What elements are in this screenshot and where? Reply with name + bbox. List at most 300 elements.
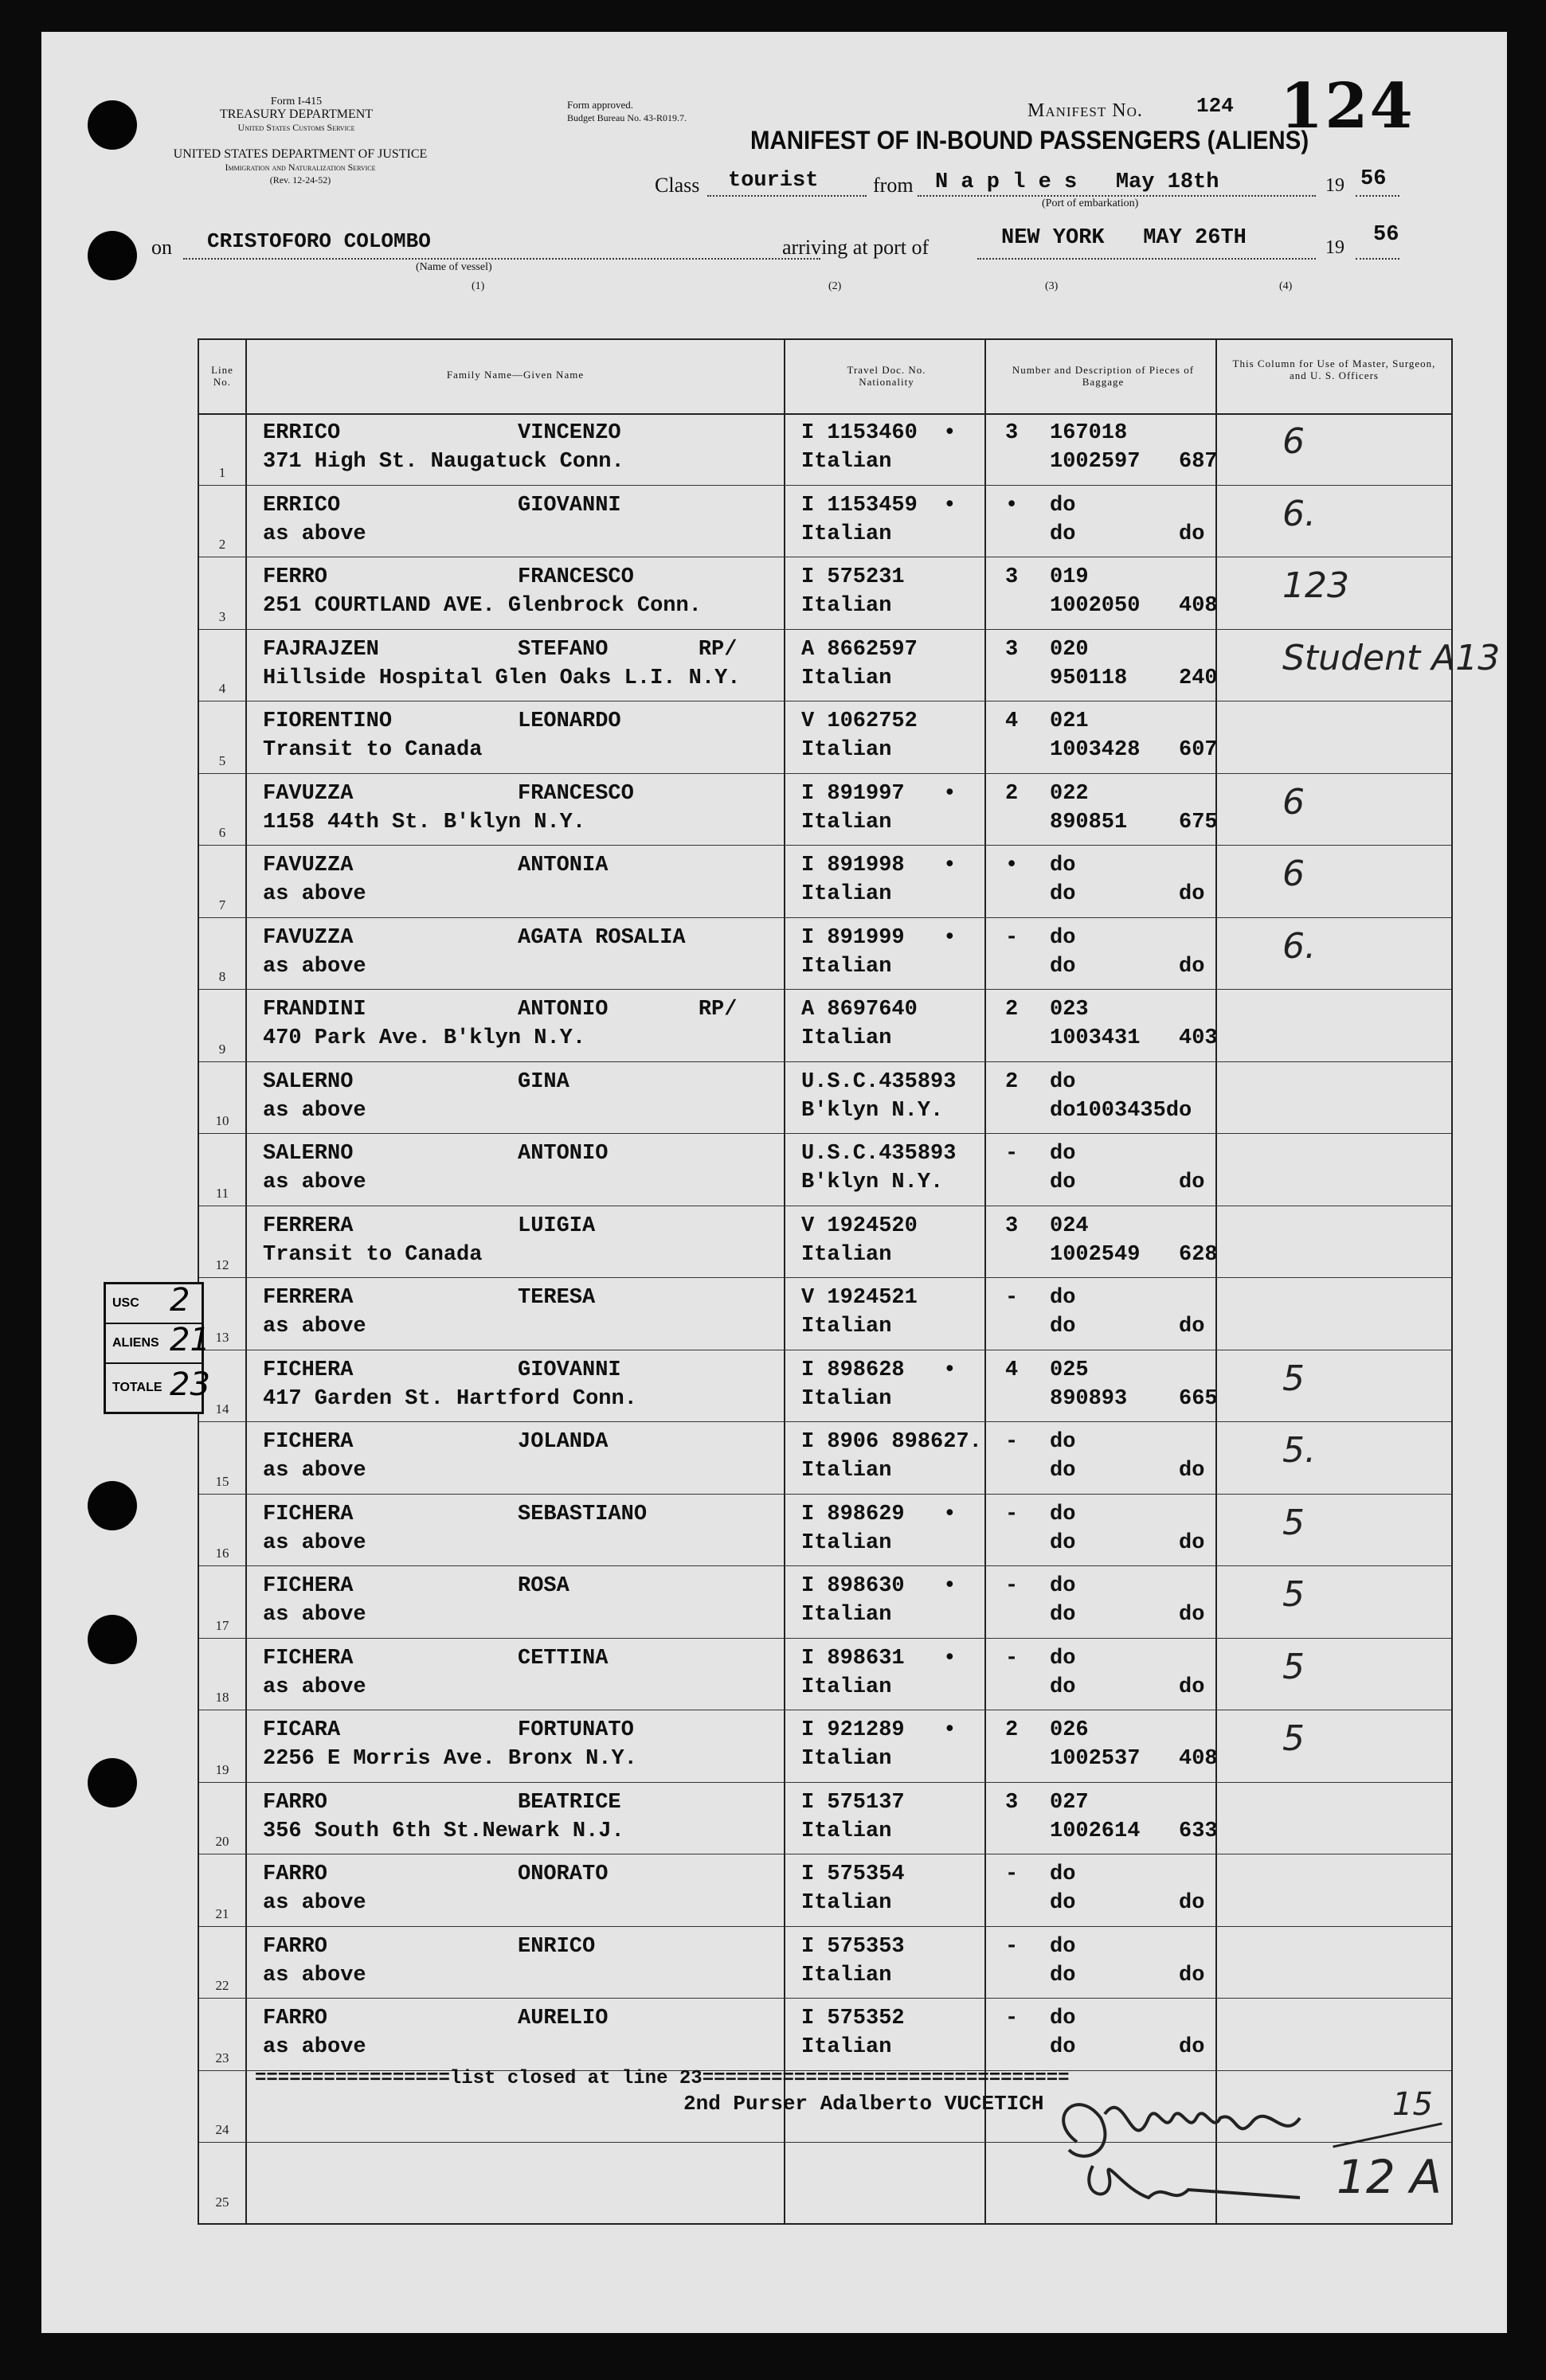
baggage-tag: do <box>1050 925 1076 950</box>
justice-dept: UNITED STATES DEPARTMENT OF JUSTICE <box>173 147 428 161</box>
address: 251 COURTLAND AVE. Glenbrock Conn. <box>263 594 702 618</box>
table-row <box>199 1350 1451 1423</box>
officer-mark: 6 <box>1282 421 1305 462</box>
given-name: FRANCESCO <box>518 781 634 806</box>
tally-aliens-label: ALIENS <box>112 1336 159 1350</box>
baggage-numbers: do do <box>1050 1530 1205 1555</box>
travel-doc-no: V 1062752 <box>801 709 918 733</box>
baggage-tag: do <box>1050 854 1076 877</box>
travel-doc-no: I 1153459 • <box>801 493 957 518</box>
family-name: FICHERA <box>263 1430 354 1454</box>
embarkation-label: (Port of embarkation) <box>1042 197 1139 209</box>
col-num-4: (4) <box>1279 280 1293 292</box>
tally-total-label: TOTALE <box>112 1381 162 1394</box>
baggage-pieces: 4 <box>1005 1358 1019 1382</box>
manifest-sheet <box>41 32 1507 2333</box>
travel-doc-no: I 575231 <box>801 565 905 589</box>
tally-total-value: 23 <box>170 1366 210 1403</box>
family-name: FAVUZZA <box>263 925 354 950</box>
manifest-title: MANIFEST OF IN-BOUND PASSENGERS (ALIENS) <box>750 126 1309 154</box>
table-row <box>199 1134 1451 1206</box>
line-number: 18 <box>215 1690 229 1705</box>
nationality: Italian <box>801 1747 892 1771</box>
nationality: Italian <box>801 1530 892 1555</box>
officer-mark: 5 <box>1282 1358 1305 1399</box>
travel-doc-no: I 898628 • <box>801 1358 957 1382</box>
baggage-pieces: 2 <box>1005 1718 1019 1742</box>
given-name: JOLANDA <box>518 1430 609 1454</box>
nationality: Italian <box>801 666 892 690</box>
nationality: Italian <box>801 1386 892 1411</box>
family-name: FARRO <box>263 1934 328 1959</box>
officer-mark: 6 <box>1282 854 1305 894</box>
address: 2256 E Morris Ave. Bronx N.Y. <box>263 1747 637 1771</box>
travel-doc-no: U.S.C.435893 <box>801 1142 957 1166</box>
header-name: Family Name—Given Name <box>446 369 585 381</box>
baggage-numbers: 1002537 408 <box>1050 1747 1218 1771</box>
given-name: FRANCESCO <box>518 565 634 589</box>
address: as above <box>263 1098 366 1123</box>
form-revision: (Rev. 12-24-52) <box>269 174 331 186</box>
nationality: Italian <box>801 1242 892 1267</box>
line-number: 12 <box>215 1257 229 1272</box>
table-row <box>199 630 1501 702</box>
travel-doc-no: V 1924520 <box>801 1213 918 1238</box>
address: as above <box>263 1675 366 1699</box>
line-number: 11 <box>215 1185 229 1201</box>
officer-mark: 5 <box>1282 1502 1305 1543</box>
baggage-numbers: 1002549 628 <box>1050 1242 1218 1267</box>
treasury-dept: TREASURY DEPARTMENT <box>219 107 374 121</box>
family-name: FRANDINI <box>263 998 366 1022</box>
officer-mark: 5. <box>1282 1430 1316 1471</box>
family-name: FICARA <box>263 1718 341 1742</box>
travel-doc-no: I 898629 • <box>801 1502 957 1526</box>
binder-hole <box>88 1758 137 1807</box>
family-name: FICHERA <box>263 1574 354 1598</box>
baggage-numbers: do do <box>1050 2035 1205 2059</box>
header-travel-doc: Travel Doc. No. Nationality <box>847 364 926 388</box>
nationality: Italian <box>801 522 892 546</box>
arriving-label: arriving at port of <box>782 236 930 259</box>
baggage-tag: 167018 <box>1050 421 1128 445</box>
baggage-pieces: 2 <box>1005 1069 1019 1094</box>
baggage-pieces: • <box>1005 493 1019 518</box>
margin-fraction-top: 15 <box>1392 2086 1433 2123</box>
baggage-pieces: - <box>1005 1502 1019 1526</box>
address: as above <box>263 1170 366 1194</box>
family-name: FICHERA <box>263 1358 354 1382</box>
baggage-pieces: - <box>1005 1286 1019 1310</box>
travel-doc-no: I 575137 <box>801 1790 905 1815</box>
travel-doc-no: I 891997 • <box>801 781 957 806</box>
family-name: FERRO <box>263 565 328 589</box>
year2-underline <box>1356 258 1399 260</box>
binder-hole <box>88 1481 137 1530</box>
officer-mark: 5 <box>1282 1646 1305 1687</box>
line-number: 9 <box>218 1041 226 1057</box>
baggage-pieces: - <box>1005 1646 1019 1671</box>
baggage-tag: do <box>1050 1142 1076 1166</box>
address: as above <box>263 1603 366 1627</box>
baggage-numbers: do do <box>1050 954 1205 979</box>
binder-hole <box>88 231 137 280</box>
baggage-numbers: 1002050 408 <box>1050 594 1218 618</box>
address: 1158 44th St. B'klyn N.Y. <box>263 810 586 834</box>
table-row <box>199 1854 1451 1927</box>
line-number: 25 <box>215 2194 229 2210</box>
table-row <box>199 1062 1451 1135</box>
given-name: GIOVANNI <box>518 493 621 518</box>
tally-aliens-value: 21 <box>170 1322 210 1358</box>
from-underline <box>918 195 1316 197</box>
baggage-numbers: do do <box>1050 1963 1205 1987</box>
given-name: AGATA ROSALIA <box>518 925 686 950</box>
given-name: FORTUNATO <box>518 1718 634 1742</box>
list-closed-line: =================list closed at line 23================================ <box>255 2068 1070 2089</box>
baggage-tag: do <box>1050 1934 1076 1959</box>
baggage-pieces: - <box>1005 1574 1019 1598</box>
baggage-pieces: 3 <box>1005 1213 1019 1238</box>
class-value: tourist <box>728 169 819 193</box>
table-row <box>199 774 1451 846</box>
baggage-tag: do <box>1050 1069 1076 1094</box>
baggage-numbers: 1002597 687 <box>1050 450 1218 474</box>
table-row <box>199 1422 1451 1495</box>
table-row <box>199 1710 1451 1783</box>
vessel-name: CRISTOFORO COLOMBO <box>207 229 431 253</box>
travel-doc-no: I 575354 <box>801 1862 905 1886</box>
address: as above <box>263 1891 366 1915</box>
travel-doc-no: I 891998 • <box>801 854 957 877</box>
baggage-numbers: do1003435do <box>1050 1098 1192 1123</box>
given-name: CETTINA <box>518 1646 609 1671</box>
table-row <box>199 1495 1451 1567</box>
family-name: FIORENTINO <box>263 709 393 733</box>
table-row <box>199 846 1451 918</box>
officer-mark: 6 <box>1282 781 1305 823</box>
address: 417 Garden St. Hartford Conn. <box>263 1386 637 1411</box>
travel-doc-no: I 898631 • <box>801 1646 957 1671</box>
table-row <box>199 1206 1451 1279</box>
line-number: 7 <box>218 897 226 913</box>
header-baggage: Number and Description of Pieces of Baggage <box>1012 364 1195 388</box>
baggage-tag: do <box>1050 493 1076 518</box>
line-number: 2 <box>218 537 226 552</box>
handwritten-signature <box>1029 2070 1364 2237</box>
baggage-tag: do <box>1050 1862 1076 1886</box>
nationality: Italian <box>801 1891 892 1915</box>
family-name: FICHERA <box>263 1646 354 1671</box>
officer-mark: 123 <box>1282 565 1349 606</box>
travel-doc-no: I 898630 • <box>801 1574 957 1598</box>
travel-doc-no: I 921289 • <box>801 1718 957 1742</box>
travel-doc-no: I 891999 • <box>801 925 957 950</box>
travel-doc-no: U.S.C.435893 <box>801 1069 957 1094</box>
line-number: 14 <box>215 1401 229 1417</box>
line-number: 24 <box>215 2122 229 2137</box>
tally-total <box>106 1364 210 1412</box>
arriving-underline <box>977 258 1316 260</box>
baggage-pieces: 4 <box>1005 709 1019 733</box>
tally-usc-label: USC <box>112 1296 139 1310</box>
year-value: 56 <box>1360 167 1387 191</box>
manifest-no-value: 124 <box>1196 94 1234 118</box>
table-row <box>199 990 1451 1062</box>
year-underline <box>1356 195 1399 197</box>
arriving-value: NEW YORK MAY 26TH <box>1001 226 1247 250</box>
line-number: 3 <box>218 608 226 624</box>
baggage-numbers: do do <box>1050 1170 1205 1194</box>
address: as above <box>263 2035 366 2059</box>
address: as above <box>263 954 366 979</box>
col-num-3: (3) <box>1045 280 1059 292</box>
baggage-tag: 024 <box>1050 1213 1089 1238</box>
baggage-numbers: do do <box>1050 1315 1205 1339</box>
baggage-tag: 019 <box>1050 565 1089 589</box>
nationality: Italian <box>801 450 892 474</box>
year-prefix: 19 <box>1325 175 1344 196</box>
baggage-pieces: - <box>1005 1862 1019 1886</box>
tally-stamp <box>104 1282 210 1414</box>
baggage-numbers: do do <box>1050 522 1205 546</box>
tally-aliens <box>106 1322 210 1364</box>
address: Transit to Canada <box>263 1242 483 1267</box>
tally-usc-value: 2 <box>170 1282 190 1319</box>
budget-bureau: Budget Bureau No. 43-R019.7. <box>567 112 687 123</box>
baggage-numbers: 1002614 633 <box>1050 1819 1218 1843</box>
given-name: ENRICO <box>518 1934 596 1959</box>
address: 470 Park Ave. B'klyn N.Y. <box>263 1026 586 1050</box>
year2-value: 56 <box>1373 223 1399 247</box>
baggage-pieces: 2 <box>1005 781 1019 806</box>
address: 356 South 6th St.Newark N.J. <box>263 1819 624 1843</box>
officer-mark: 5 <box>1282 1718 1305 1759</box>
travel-doc-no: A 8662597 <box>801 637 918 662</box>
binder-hole <box>88 100 137 150</box>
given-name: SEBASTIANO <box>518 1502 648 1526</box>
line-number: 23 <box>215 2050 229 2065</box>
nationality: Italian <box>801 1459 892 1483</box>
baggage-pieces: 3 <box>1005 1790 1019 1815</box>
line-number: 4 <box>218 681 226 696</box>
given-name: STEFANO RP/ <box>518 637 738 662</box>
nationality: Italian <box>801 1026 892 1050</box>
officer-mark: 5 <box>1282 1574 1305 1615</box>
manifest-stamp-number: 124 <box>1280 70 1415 143</box>
ins-service: Immigration and Naturalization Service <box>225 162 376 173</box>
family-name: FAVUZZA <box>263 854 354 877</box>
margin-fraction-bottom: 12 A <box>1337 2150 1442 2204</box>
baggage-numbers: do do <box>1050 1891 1205 1915</box>
given-name: GIOVANNI <box>518 1358 621 1382</box>
baggage-pieces: - <box>1005 1934 1019 1959</box>
table-row <box>199 1783 1451 1855</box>
baggage-numbers: 890893 665 <box>1050 1386 1218 1411</box>
baggage-numbers: do do <box>1050 882 1205 906</box>
baggage-pieces: 3 <box>1005 565 1019 589</box>
nationality: Italian <box>801 882 892 906</box>
baggage-tag: do <box>1050 1574 1076 1598</box>
table-row <box>199 1927 1451 1999</box>
baggage-tag: 021 <box>1050 709 1089 733</box>
family-name: SALERNO <box>263 1069 354 1094</box>
given-name: GINA <box>518 1069 569 1094</box>
table-row <box>199 557 1451 630</box>
nationality: B'klyn N.Y. <box>801 1170 944 1194</box>
family-name: FAVUZZA <box>263 781 354 806</box>
travel-doc-no: I 575353 <box>801 1934 905 1959</box>
line-number: 5 <box>218 752 226 768</box>
vessel-caption: (Name of vessel) <box>416 261 492 273</box>
line-number: 21 <box>215 1905 229 1921</box>
baggage-numbers: do do <box>1050 1675 1205 1699</box>
address: Hillside Hospital Glen Oaks L.I. N.Y. <box>263 666 741 690</box>
nationality: B'klyn N.Y. <box>801 1098 944 1123</box>
line-number: 10 <box>215 1113 229 1128</box>
table-row <box>199 1278 1451 1350</box>
address: as above <box>263 522 366 546</box>
address: Transit to Canada <box>263 738 483 762</box>
family-name: FARRO <box>263 1790 328 1815</box>
officer-mark: 6. <box>1282 925 1316 967</box>
nationality: Italian <box>801 1963 892 1987</box>
baggage-tag: 027 <box>1050 1790 1089 1815</box>
travel-doc-no: V 1924521 <box>801 1286 918 1310</box>
baggage-numbers: 1003428 607 <box>1050 738 1218 762</box>
approval-block <box>567 99 806 124</box>
family-name: FARRO <box>263 2007 328 2030</box>
table-row <box>199 1566 1451 1639</box>
baggage-pieces: • <box>1005 854 1019 877</box>
baggage-pieces: 3 <box>1005 637 1019 662</box>
nationality: Italian <box>801 2035 892 2059</box>
family-name: FAJRAJZEN <box>263 637 379 662</box>
given-name: ANTONIO RP/ <box>518 998 738 1022</box>
address: as above <box>263 1459 366 1483</box>
table-row <box>199 486 1451 558</box>
manifest-table <box>198 338 1501 2225</box>
on-label: on <box>151 236 172 259</box>
nationality: Italian <box>801 594 892 618</box>
nationality: Italian <box>801 1315 892 1339</box>
given-name: ANTONIA <box>518 854 609 877</box>
col-num-1: (1) <box>472 280 485 292</box>
baggage-tag: do <box>1050 1646 1076 1671</box>
address: 371 High St. Naugatuck Conn. <box>263 450 624 474</box>
officer-mark: 6. <box>1282 493 1316 534</box>
baggage-pieces: - <box>1005 1430 1019 1454</box>
baggage-pieces: - <box>1005 2007 1019 2030</box>
header-line-no: Line No. <box>211 364 233 388</box>
table-row <box>199 413 1451 486</box>
baggage-tag: 022 <box>1050 781 1089 806</box>
baggage-numbers: do do <box>1050 1603 1205 1627</box>
baggage-tag: do <box>1050 1286 1076 1310</box>
family-name: ERRICO <box>263 493 341 518</box>
nationality: Italian <box>801 810 892 834</box>
travel-doc-no: I 1153460 • <box>801 421 957 445</box>
baggage-tag: 025 <box>1050 1358 1089 1382</box>
line-number: 8 <box>218 969 226 984</box>
address: as above <box>263 1315 366 1339</box>
line-number: 20 <box>215 1834 229 1849</box>
line-number: 22 <box>215 1978 229 1993</box>
nationality: Italian <box>801 954 892 979</box>
baggage-tag: do <box>1050 1430 1076 1454</box>
officer-mark: Student A13 <box>1282 637 1501 678</box>
travel-doc-no: I 575352 <box>801 2007 905 2030</box>
given-name: TERESA <box>518 1286 596 1310</box>
table-row <box>199 1639 1451 1711</box>
nationality: Italian <box>801 1603 892 1627</box>
from-label: from <box>873 174 914 197</box>
form-agency-block <box>145 96 448 134</box>
given-name: ROSA <box>518 1574 569 1598</box>
address: as above <box>263 1963 366 1987</box>
form-approved: Form approved. <box>567 99 634 111</box>
col-num-2: (2) <box>828 280 842 292</box>
baggage-pieces: 2 <box>1005 998 1019 1022</box>
travel-doc-no: A 8697640 <box>801 998 918 1022</box>
line-number: 16 <box>215 1546 229 1561</box>
travel-doc-no: I 8906 898627. <box>801 1430 982 1454</box>
family-name: SALERNO <box>263 1142 354 1166</box>
nationality: Italian <box>801 738 892 762</box>
nationality: Italian <box>801 1675 892 1699</box>
table-row <box>199 1999 1451 2071</box>
binder-hole <box>88 1615 137 1664</box>
line-number: 13 <box>215 1329 229 1345</box>
line-number: 19 <box>215 1761 229 1777</box>
address: as above <box>263 1530 366 1555</box>
year2-prefix: 19 <box>1325 237 1344 258</box>
form-number: Form I-415 <box>270 96 323 107</box>
family-name: ERRICO <box>263 421 341 445</box>
baggage-tag: do <box>1050 2007 1076 2030</box>
baggage-numbers: 1003431 403 <box>1050 1026 1218 1050</box>
baggage-pieces: - <box>1005 925 1019 950</box>
line-number: 15 <box>215 1473 229 1489</box>
header-officers: This Column for Use of Master, Surgeon, and U. S. Officers <box>1232 358 1436 381</box>
nationality: Italian <box>801 1819 892 1843</box>
family-name: FARRO <box>263 1862 328 1886</box>
justice-block <box>145 148 456 186</box>
line-number: 6 <box>218 825 226 840</box>
baggage-pieces: - <box>1005 1142 1019 1166</box>
baggage-tag: 026 <box>1050 1718 1089 1742</box>
given-name: BEATRICE <box>518 1790 621 1815</box>
family-name: FERRERA <box>263 1213 354 1238</box>
from-value: N a p l e s May 18th <box>935 170 1219 194</box>
class-label: Class <box>655 174 700 197</box>
table-row <box>199 701 1451 774</box>
baggage-numbers: 950118 240 <box>1050 666 1218 690</box>
given-name: LEONARDO <box>518 709 621 733</box>
purser-line: 2nd Purser Adalberto VUCETICH <box>683 2092 1044 2116</box>
baggage-numbers: 890851 675 <box>1050 810 1218 834</box>
baggage-tag: do <box>1050 1502 1076 1526</box>
given-name: LUIGIA <box>518 1213 596 1238</box>
family-name: FERRERA <box>263 1286 354 1310</box>
customs-service: United States Customs Service <box>237 122 355 133</box>
given-name: ANTONIO <box>518 1142 609 1166</box>
tally-usc <box>106 1284 202 1324</box>
given-name: ONORATO <box>518 1862 609 1886</box>
given-name: VINCENZO <box>518 421 621 445</box>
vessel-underline <box>183 258 820 260</box>
manifest-no-label: Manifest No. <box>1027 100 1143 121</box>
